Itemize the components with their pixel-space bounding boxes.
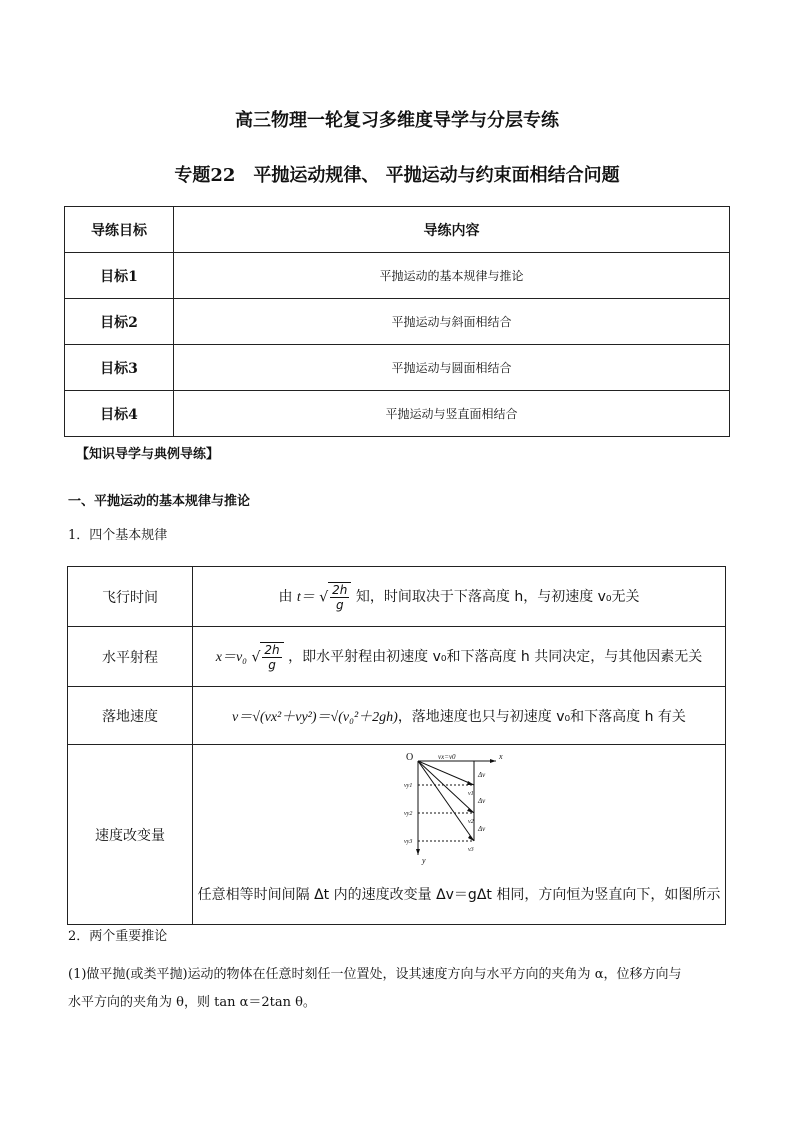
law-prefix: x＝v₀ [215,649,248,665]
table-row [65,391,730,437]
laws-table [67,566,726,925]
velocity-arrow-2 [418,761,474,813]
law-prefix: 由 [278,588,293,605]
goals-table [64,206,730,437]
goals-header-goal: 导练目标 [65,207,174,253]
velocity-change-diagram [404,751,514,869]
goal-label: 目标1 [65,253,174,299]
law-suffix: ，即水平射程由初速度 v₀和下落高度 h 共同决定，与其他因素无关 [288,648,703,665]
goal-content: 平抛运动的基本规律与推论 [174,253,730,299]
delta-v-label-3: Δv [478,825,486,833]
delta-v-label-2: Δv [478,797,486,805]
v2-label: v2 [468,819,474,825]
table-row [65,299,730,345]
frac-num: 2h [332,582,348,597]
law-time-formula [193,567,726,627]
frac-num: 2h [264,642,280,657]
delta-v-label-1: Δv [478,771,486,779]
x-arrowhead [490,759,496,763]
goal-content: 平抛运动与圆面相结合 [174,345,730,391]
arrowhead-1 [467,781,474,785]
delta-caption: 任意相等时间间隔 Δt 内的速度改变量 Δv＝gΔt 相同，方向恒为竖直向下，如图所示 [197,887,721,903]
goal-content: 平抛运动与斜面相结合 [174,299,730,345]
vy3-label: vy3 [404,839,413,845]
goal-label: 目标3 [65,345,174,391]
vy2-label: vy2 [404,811,413,817]
goals-header-content: 导练内容 [174,207,730,253]
goal-label: 目标4 [65,391,174,437]
law-name: 速度改变量 [68,745,193,925]
law-name: 落地速度 [68,687,193,745]
sub1-heading: 1．四个基本规律 [68,528,168,543]
table-row [68,567,726,627]
sub2-heading: 2．两个重要推论 [68,929,168,944]
table-row [68,687,726,745]
frac-den: g [268,657,276,672]
section-heading: 【知识导学与典例导练】 [76,447,220,462]
sqrt-symbol: √ $\frac{2h}{g}$ [319,582,351,612]
vx-label: vx=v0 [438,753,456,761]
law-suffix: ，落地速度也只与初速度 v₀和下落高度 h 有关 [397,708,686,725]
goal-content: 平抛运动与竖直面相结合 [174,391,730,437]
law-var: t＝ [296,589,315,605]
y-arrowhead [416,849,420,855]
law-suffix: 知，时间取决于下落高度 h，与初速度 v₀无关 [355,588,640,605]
origin-label: O [406,752,414,763]
table-row [65,253,730,299]
frac-den: g [335,597,344,612]
sqrt-symbol: √ $\frac{2h}{g}$ [252,642,284,672]
law-range-formula [193,627,726,687]
doc-title: 高三物理一轮复习多维度导学与分层专练 [235,110,559,131]
law-name: 水平射程 [68,627,193,687]
fraction [262,643,281,672]
law-name: 飞行时间 [68,567,193,627]
law-delta-cell [193,745,726,925]
goals-header-row [65,207,730,253]
v1-label: v1 [468,791,474,797]
vy1-label: vy1 [404,783,413,789]
part1-heading: 一、平抛运动的基本规律与推论 [68,494,251,509]
table-row [68,745,726,925]
fraction [330,583,349,612]
table-row [65,345,730,391]
arrowhead-2 [467,808,474,813]
law-velocity-formula [193,687,726,745]
paragraph-line-1: (1)做平抛(或类平抛)运动的物体在任意时刻任一位置处，设其速度方向与水平方向的夹角为 α，位移方向与 [68,967,682,982]
goal-label: 目标2 [65,299,174,345]
doc-subtitle: 专题22 平抛运动规律、 平抛运动与约束面相结合问题 [174,165,620,186]
paragraph-line-2: 水平方向的夹角为 θ，则 tan α＝2tan θ。 [68,995,316,1010]
x-axis-label: x [499,752,503,761]
y-axis-label: y [422,856,426,865]
v3-label: v3 [468,847,474,853]
law-formula: v＝√(vx²＋vy²)＝√(v₀²＋2gh) [232,709,398,725]
table-row [68,627,726,687]
